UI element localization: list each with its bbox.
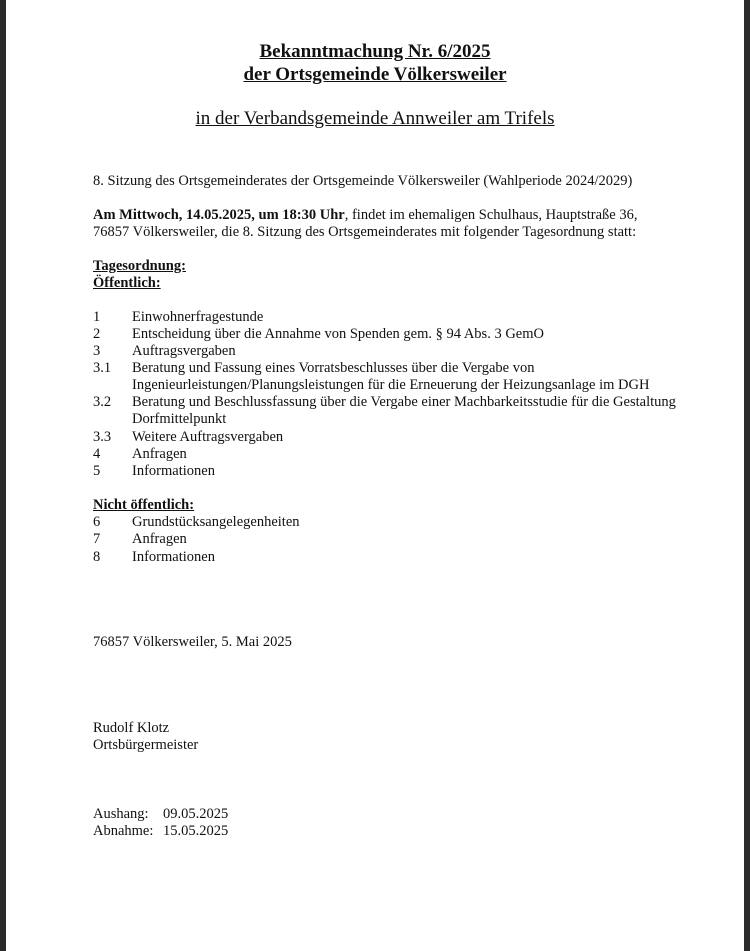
agenda-item-text: Anfragen <box>132 446 187 462</box>
agenda-item-number: 1 <box>93 309 101 325</box>
agenda-item-number: 3.3 <box>93 429 112 445</box>
public-heading: Öffentlich: <box>93 275 161 291</box>
agenda-heading: Tagesordnung: <box>93 258 186 274</box>
agenda-item-text: Weitere Auftragsvergaben <box>132 429 284 445</box>
document-page <box>6 0 744 951</box>
aushang-date: 09.05.2025 <box>163 806 229 822</box>
subtitle: in der Verbandsgemeinde Annweiler am Trifels <box>195 108 555 129</box>
agenda-item-text: Beratung und Fassung eines Vorratsbeschlusses über die Vergabe von Ingenieurleistungen/Planungsleistungen für die Erneuerung der Heizungsanlage im DGH <box>132 360 650 393</box>
title-line-2: der Ortsgemeinde Völkersweiler <box>243 64 507 85</box>
abnahme-date: 15.05.2025 <box>163 823 229 839</box>
agenda-item-text: Auftragsvergaben <box>132 343 236 359</box>
abnahme-label: Abnahme: <box>93 823 154 839</box>
agenda-item-number: 3.1 <box>93 360 112 376</box>
aushang-label: Aushang: <box>93 806 149 822</box>
signatory-role: Ortsbürgermeister <box>93 737 199 753</box>
agenda-item-number: 6 <box>93 514 101 530</box>
agenda-item-text: Informationen <box>132 463 215 479</box>
agenda-item-text: Anfragen <box>132 531 187 547</box>
title-line-1: Bekanntmachung Nr. 6/2025 <box>259 41 491 62</box>
agenda-item-number: 3.2 <box>93 394 112 410</box>
agenda-item-number: 7 <box>93 531 101 547</box>
nonpublic-heading: Nicht öffentlich: <box>93 497 195 513</box>
agenda-item-text: Grundstücksangelegenheiten <box>132 514 300 530</box>
meeting-datetime: Am Mittwoch, 14.05.2025, um 18:30 Uhr <box>93 207 345 223</box>
agenda-item-number: 8 <box>93 549 101 565</box>
agenda-item-text: Beratung und Beschlussfassung über die Vergabe einer Machbarkeitsstudie für die Gestaltung Dorfmittelpunkt <box>132 394 676 427</box>
agenda-item-number: 2 <box>93 326 101 342</box>
signatory-name: Rudolf Klotz <box>93 720 170 736</box>
agenda-item-text: Informationen <box>132 549 215 565</box>
agenda-item-number: 4 <box>93 446 101 462</box>
intro-text: 8. Sitzung des Ortsgemeinderates der Ortsgemeinde Völkersweiler (Wahlperiode 2024/2029) <box>93 173 633 189</box>
agenda-item-text: Einwohnerfragestunde <box>132 309 264 325</box>
invitation-line-1 <box>93 207 637 224</box>
agenda-item-number: 5 <box>93 463 101 479</box>
place-date: 76857 Völkersweiler, 5. Mai 2025 <box>93 634 292 650</box>
invitation-line-2: 76857 Völkersweiler, die 8. Sitzung des Ortsgemeinderates mit folgender Tagesordnung statt: <box>93 224 637 240</box>
agenda-item-number: 3 <box>93 343 101 359</box>
invitation-rest: , findet im ehemaligen Schulhaus, Hauptstraße 36, <box>344 207 638 223</box>
agenda-item-text: Entscheidung über die Annahme von Spenden gem. § 94 Abs. 3 GemO <box>132 326 544 342</box>
